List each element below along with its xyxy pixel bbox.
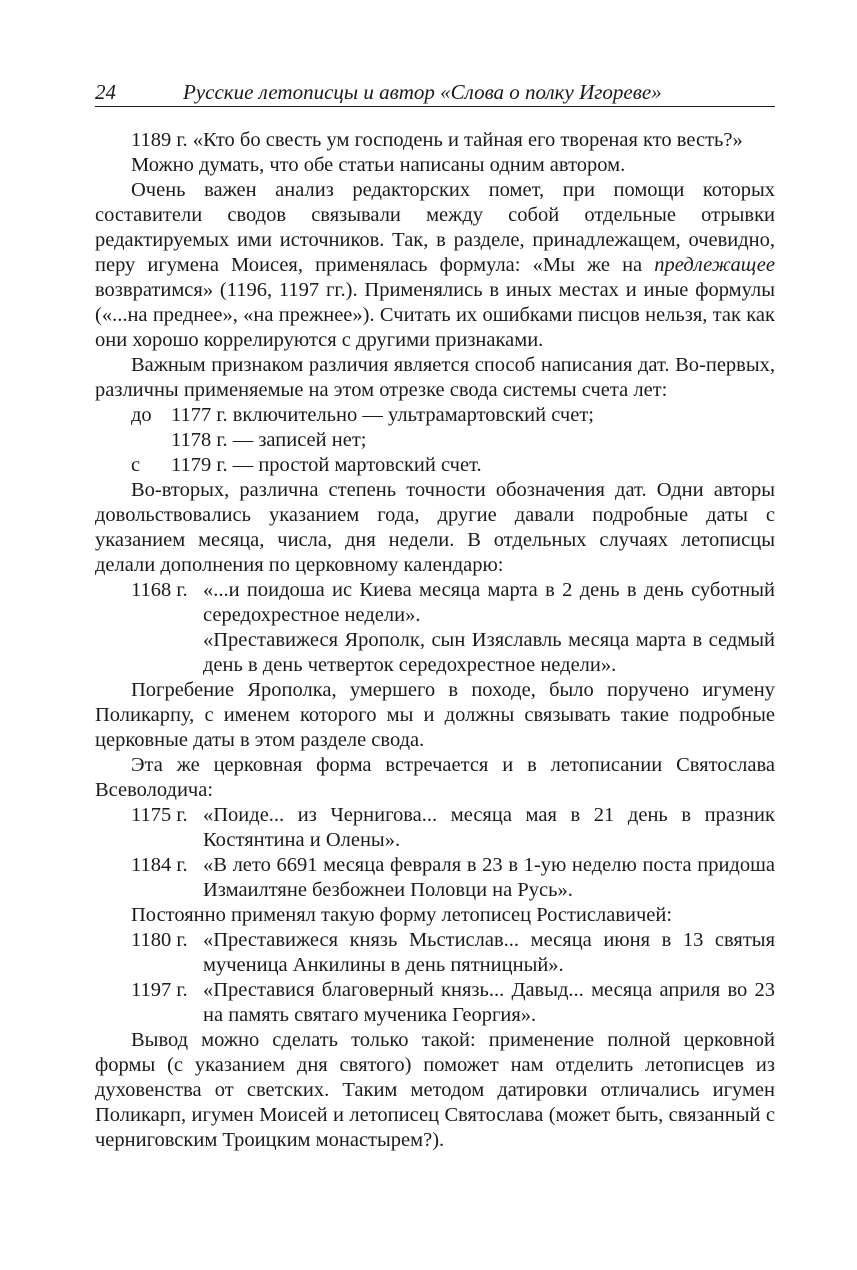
entry-year: 1197 г.	[131, 979, 188, 1001]
chronicle-entry-1175	[95, 803, 775, 853]
entry-quote: «Преставися благоверный князь... Давыд... месяца априля во 23 на память святаго мученика Георгия».	[203, 979, 775, 1026]
entry-year: 1168 г.	[131, 579, 188, 601]
chronicle-entry-1168	[95, 578, 775, 628]
entry-quote: «...и поидоша ис Киева месяца марта в 2 день в день суботный середохрестное недели».	[203, 579, 775, 626]
paragraph-1189: 1189 г. «Кто бо свесть ум господень и тайная его твореная кто весть?»	[131, 129, 743, 151]
list-item-text: 1179 г. — простой мартовский счет.	[171, 454, 482, 476]
running-title: Русские летописцы и автор «Слова о полку Игореве»	[183, 80, 662, 104]
paragraph-yaropolk: Погребение Ярополка, умершего в походе, было поручено игумену Поликарпу, с именем которого мы и должны связывать такие подробные церковные даты в этом разделе свода.	[95, 679, 775, 751]
entry-quote: «В лето 6691 месяца февраля в 23 в 1-ую неделю поста придоша Измаилтяне безбожнеи Половци на Русь».	[203, 854, 775, 901]
list-item-text: 1177 г. включительно — ультрамартовский счет;	[171, 404, 594, 426]
entry-quote: «Поиде... из Чернигова... месяца мая в 21 день в празник Костянтина и Олены».	[203, 804, 775, 851]
paragraph-svyatoslav: Эта же церковная форма встречается и в летописании Святослава Всеволодича:	[95, 754, 775, 801]
page-number: 24	[95, 80, 116, 104]
paragraph-rostislavichi: Постоянно применял такую форму летописец Ростиславичей:	[131, 904, 673, 926]
entry-year: 1175 г.	[131, 804, 188, 826]
list-item-prefix: до	[131, 404, 152, 426]
running-header	[95, 78, 775, 107]
paragraph-text-a: Очень важен анализ редакторских помет, при помощи которых составители сводов связывали между собой отдельные отрывки редактируемых ими источников. Так, в разделе, принадлежащем, очевидно, перу игумена Моисея, применялась формула: «Мы же на	[95, 179, 775, 276]
entry-year: 1184 г.	[131, 854, 188, 876]
paragraph-text-b: возвратимся» (1196, 1197 гг.). Применялись в иных местах и иные формулы («...на преднее», «на прежнее»). Считать их ошибками писцов нельзя, так как они хорошо коррелируются с другими признаками.	[95, 279, 775, 351]
chronicle-entry-1168-quote-2: «Преставижеся Ярополк, сын Изяславль месяца марта в седмый день в день четверток середохрестное недели».	[203, 629, 775, 676]
chronicle-entry-1180	[95, 928, 775, 978]
list-item	[95, 403, 775, 428]
entry-quote: «Преставижеся князь Мьстислав... месяца июня в 13 святыя мученица Анкилины в день пятницный».	[203, 929, 775, 976]
chronicle-entry-1197	[95, 978, 775, 1028]
chronicle-entry-1184	[95, 853, 775, 903]
paragraph-editorial-marks	[95, 178, 775, 353]
paragraph-dating: Важным признаком различия является способ написания дат. Во-первых, различны применяемые на этом отрезке свода системы счета лет:	[95, 354, 775, 401]
list-item	[95, 453, 775, 478]
list-item-text: 1178 г. — записей нет;	[171, 429, 367, 451]
entry-year: 1180 г.	[131, 929, 188, 951]
list-item-prefix: с	[131, 454, 141, 476]
paragraph-one-author: Можно думать, что обе статьи написаны одним автором.	[131, 154, 626, 176]
italic-term: предлежащее	[654, 254, 775, 276]
paragraph-precision: Во-вторых, различна степень точности обозначения дат. Одни авторы довольствовались указанием года, другие давали подробные даты с указанием месяца, числа, дня недели. В отдельных случаях летописцы делали дополнения по церковному календарю:	[95, 479, 775, 576]
list-item	[95, 428, 775, 453]
paragraph-conclusion: Вывод можно сделать только такой: применение полной церковной формы (с указанием дня святого) поможет нам отделить летописцев из духовенства от светских. Таким методом датировки отличались игумен Поликарп, игумен Моисей и летописец Святослава (может быть, связанный с черниговским Троицким монастырем?).	[95, 1029, 775, 1151]
body-text	[95, 128, 775, 1153]
